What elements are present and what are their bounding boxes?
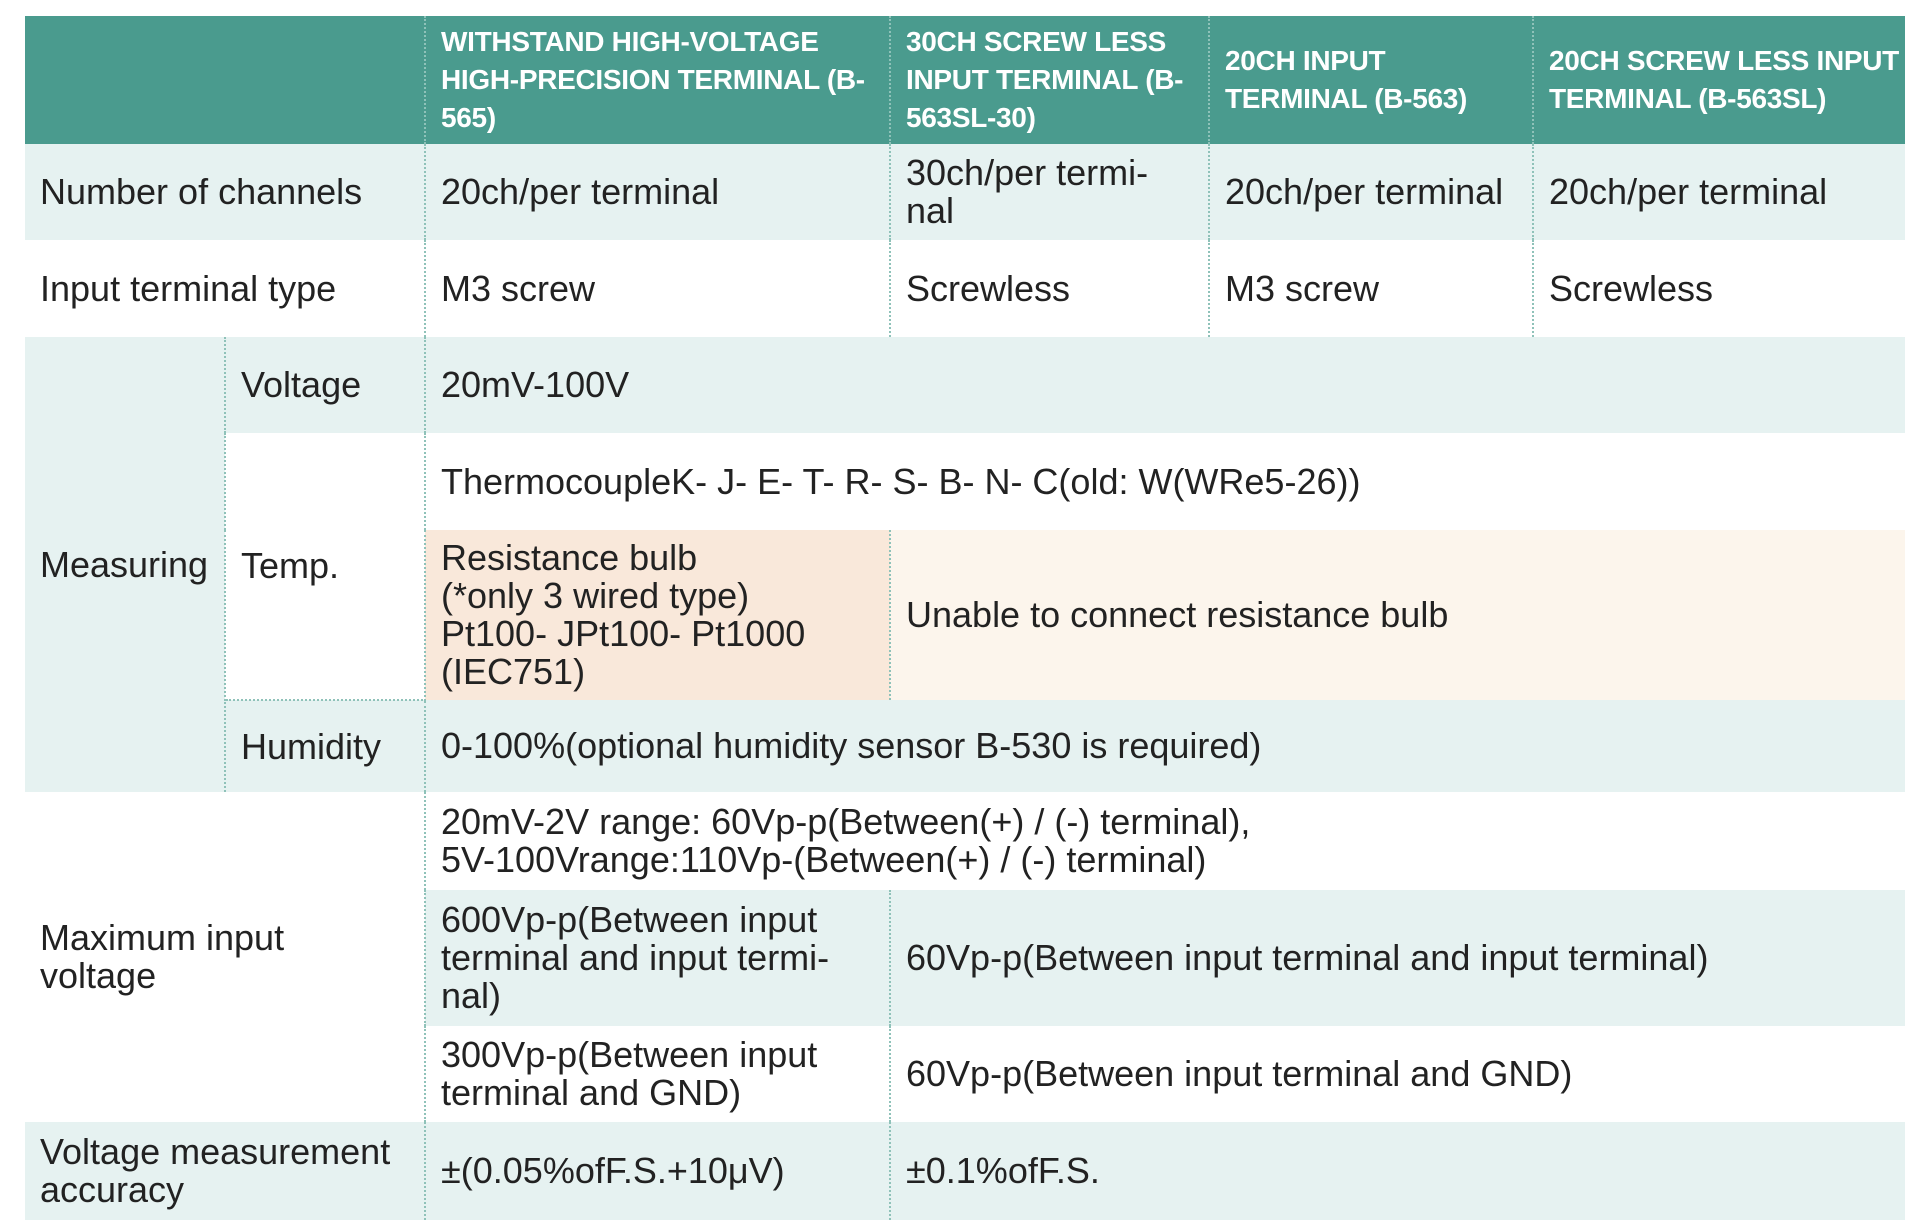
no-resistance-bulb: Unable to connect resistance bulb (890, 530, 1905, 700)
resistance-bulb-line-4: (IEC751) (441, 651, 586, 692)
b565-between-inputs-line-2: terminal and input termi- (441, 937, 830, 978)
channels-row (25, 144, 1905, 240)
b565-gnd-line-1: 300Vp-p(Between input (441, 1034, 818, 1075)
header-b565: WITHSTAND HIGH-VOLTAGE HIGH-PRECISION TERMINAL (B-565) (425, 16, 890, 144)
b565-gnd-line-2: terminal and GND) (441, 1072, 742, 1113)
accuracy-row (25, 1122, 1905, 1220)
accuracy-b565: ±(0.05%ofF.S.+10μV) (425, 1122, 890, 1220)
max-input-label-line-1: Maximum input (40, 917, 285, 958)
resistance-bulb-line-3: Pt100- JPt100- Pt1000 (441, 613, 806, 654)
table-header (25, 16, 1905, 144)
max-input-b565-gnd (425, 1026, 890, 1122)
max-input-range-line-1: 20mV-2V range: 60Vp-p(Between(+) / (-) terminal), (441, 801, 1251, 842)
header-b563sl: 20CH SCREW LESS INPUT TERMINAL (B-563SL) (1533, 16, 1905, 144)
temp-label: Temp. (225, 433, 425, 700)
accuracy-label-line-2: accuracy (40, 1169, 185, 1210)
terminal-type-b563sl: Screwless (1549, 267, 1714, 309)
spec-table (25, 16, 1905, 1220)
max-input-range (425, 792, 1905, 890)
resistance-bulb-b565 (425, 530, 890, 700)
max-input-range-line-2: 5V-100Vrange:110Vp-(Between(+) / (-) terminal) (441, 839, 1207, 880)
channels-b563sl: 20ch/per terminal (1549, 171, 1828, 212)
channels-b563: 20ch/per terminal (1209, 144, 1533, 240)
header-empty-cell (25, 16, 425, 144)
voltage-label: Voltage (225, 337, 425, 433)
humidity-label: Humidity (225, 700, 425, 792)
thermocouple-row (25, 433, 1905, 530)
resistance-bulb-line-1: Resistance bulb (441, 537, 698, 578)
max-input-range-row (25, 792, 1905, 890)
thermocouple-value: ThermocoupleK- J- E- T- R- S- B- N- C(old: W(WRe5-26)) (425, 433, 1905, 530)
measuring-label: Measuring (25, 337, 225, 792)
accuracy-label-line-1: Voltage measurement (40, 1131, 391, 1172)
resistance-bulb-line-2: (*only 3 wired type) (441, 575, 750, 616)
channels-b565: 20ch/per terminal (425, 144, 890, 240)
terminal-type-label: Input terminal type (25, 240, 425, 337)
max-input-label (25, 792, 425, 1122)
max-input-others-gnd: 60Vp-p(Between input terminal and GND) (906, 1053, 1573, 1094)
max-input-label-line-2: voltage (40, 955, 157, 996)
accuracy-others: ±0.1%ofF.S. (906, 1150, 1100, 1191)
terminal-type-row (25, 240, 1905, 337)
max-input-others-between-inputs: 60Vp-p(Between input terminal and input terminal) (906, 937, 1709, 978)
channels-b563sl-30-text: 30ch/per termi-nal (906, 152, 1149, 231)
voltage-row (25, 337, 1905, 433)
terminal-type-b563sl-30: Screwless (890, 240, 1209, 337)
terminal-type-b565: M3 screw (425, 240, 890, 337)
voltage-value: 20mV-100V (441, 364, 630, 405)
humidity-value: 0-100%(optional humidity sensor B-530 is required) (441, 725, 1262, 766)
header-row (25, 16, 1905, 144)
max-input-b565-between-inputs (425, 890, 890, 1026)
terminal-type-b563: M3 screw (1209, 240, 1533, 337)
humidity-row (25, 700, 1905, 792)
accuracy-label (25, 1122, 425, 1220)
channels-label: Number of channels (25, 144, 425, 240)
b565-between-inputs-line-3: nal) (441, 975, 502, 1016)
header-b563: 20CH INPUT TERMINAL (B-563) (1209, 16, 1533, 144)
channels-b563sl-30 (890, 144, 1209, 240)
header-b563sl-30: 30CH SCREW LESS INPUT TERMINAL (B-563SL-30) (890, 16, 1209, 144)
b565-between-inputs-line-1: 600Vp-p(Between input (441, 899, 818, 940)
